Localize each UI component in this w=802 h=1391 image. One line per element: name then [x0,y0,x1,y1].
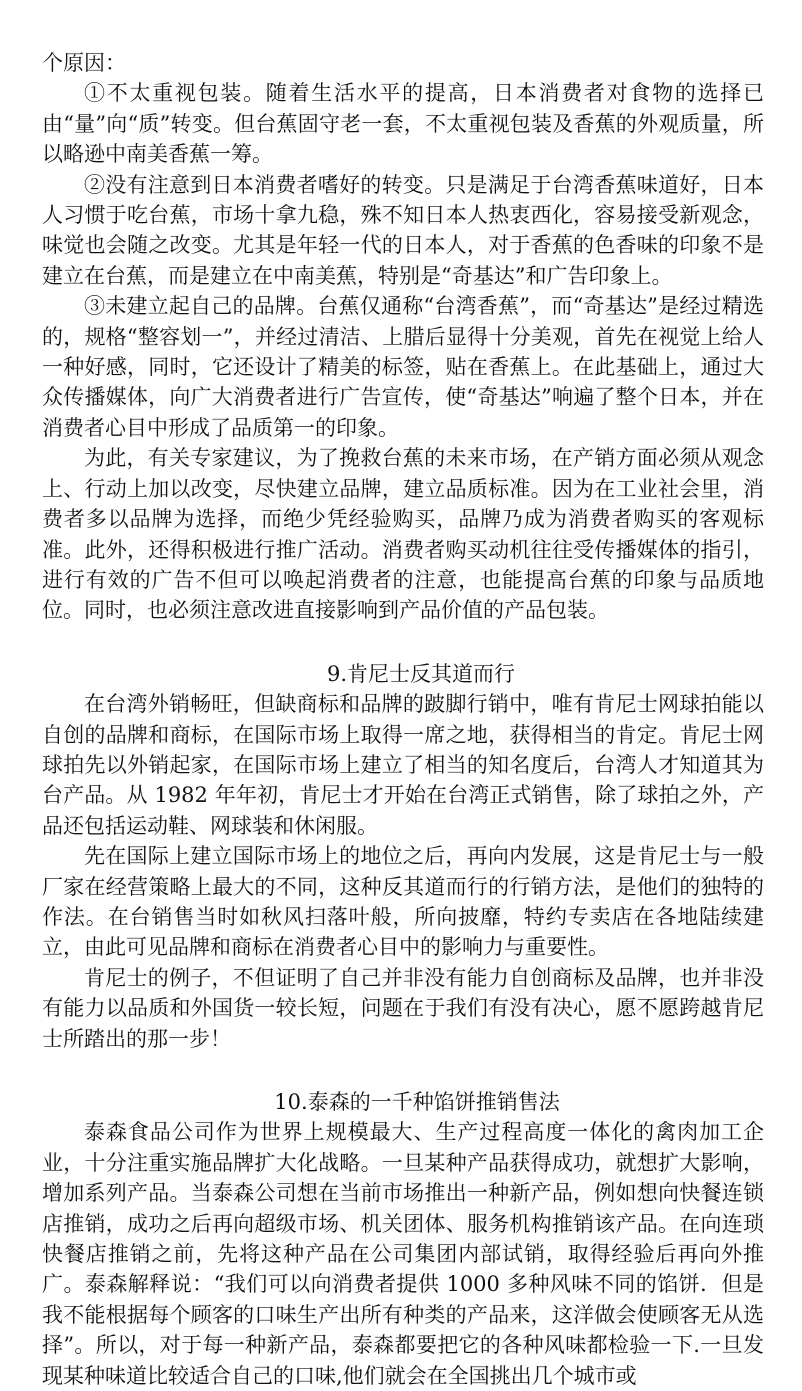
document-page [42,48,764,1391]
expert-advice-paragraph: 为此，有关专家建议，为了挽救台蕉的未来市场，在产销方面必须从观念上、行动上加以改变，尽快建立品牌，建立品质标准。因为在工业社会里，消费者多以品牌为选择，而绝少凭经验购买，品牌乃成为消费者购买的客观标准。此外，还得积极进行推广活动。消费者购买动机往往受传播媒体的指引，进行有效的广告不但可以唤起消费者的注意，也能提高台蕉的印象与品质地位。同时，也必须注意改进直接影响到产品价值的产品包装。 [42,446,764,623]
section-9-paragraph-1: 在台湾外销畅旺，但缺商标和品牌的跛脚行销中，唯有肯尼士网球拍能以自创的品牌和商标，在国际市场上取得一席之地，获得相当的肯定。肯尼士网球拍先以外销起家，在国际市场上建立了相当的知名度后，台湾人才知道其为台产品。从 1982 年年初，肯尼士才开始在台湾正式销售，除了球拍之外，产品还包括运动鞋、网球装和休闲服。 [42,692,764,838]
section-9-paragraph-3: 肯尼士的例子，不但证明了自己并非没有能力自创商标及品牌，也并非没有能力以品质和外国货一较长短，问题在于我们有没有决心，愿不愿跨越肯尼士所踏出的那一步！ [42,965,764,1051]
point-taste-change-paragraph: ②没有注意到日本消费者嗜好的转变。只是满足于台湾香蕉味道好，日本人习惯于吃台蕉，市场十拿九稳，殊不知日本人热衷西化，容易接受新观念，味觉也会随之改变。尤其是年轻一代的日本人，对于香蕉的色香味的印象不是建立在台蕉，而是建立在中南美蕉，特别是“奇基达”和广告印象上。 [42,172,764,288]
section-10-paragraph-1: 泰森食品公司作为世界上规模最大、生产过程高度一体化的禽肉加工企业，十分注重实施品牌扩大化战略。一旦某种产品获得成功，就想扩大影响，增加系列产品。当泰森公司想在当前市场推出一种新产品，例如想向快餐连锁店推销，成功之后再向超级市场、机关团体、服务机构推销该产品。在向连琐快餐店推销之前，先将这种产品在公司集团内部试销，取得经验后再向外推广。泰森解释说：“我们可以向消费者提供 1000 多种风味不同的馅饼．但是我不能根据每个顾客的口味生产出所有种类的产品来，这洋做会使顾客无从选择”。所以，对于每一种新产品，泰森都要把它的各种风味都检验一下.一旦发现某种味道比较适合自己的口味,他们就会在全国挑出几个城市或 [42,1120,764,1388]
section-9-heading: 9.肯尼士反其道而行 [326,661,516,686]
point-packaging-paragraph: ①不太重视包装。随着生活水平的提高，日本消费者对食物的选择已由“量”向“质”转变。但台蕉固守老一套，不太重视包装及香蕉的外观质量，所以略逊中南美香蕉一筹。 [42,81,764,167]
section-10-heading: 10.泰森的一千种馅饼推销售法 [274,1090,560,1114]
intro-line: 个原因： [42,51,126,75]
section-9-paragraph-2: 先在国际上建立国际市场上的地位之后，再向内发展，这是肯尼士与一般厂家在经营策略上最大的不同，这种反其道而行的行销方法，是他们的独特的作法。在台销售当时如秋风扫落叶般，所向披靡，特约专卖店在各地陆续建立，由此可见品牌和商标在消费者心目中的影响力与重要性。 [42,844,764,960]
point-brand-paragraph: ③未建立起自己的品牌。台蕉仅通称“台湾香蕉”，而“奇基达”是经过精选的，规格“整容划一”，并经过清洁、上腊后显得十分美观，首先在视觉上给人一种好感，同时，它还设计了精美的标签，贴在香蕉上。在此基础上，通过大众传播媒体，向广大消费者进行广告宣传，使“奇基达”响遍了整个日本，并在消费者心目中形成了品质第一的印象。 [42,294,764,440]
